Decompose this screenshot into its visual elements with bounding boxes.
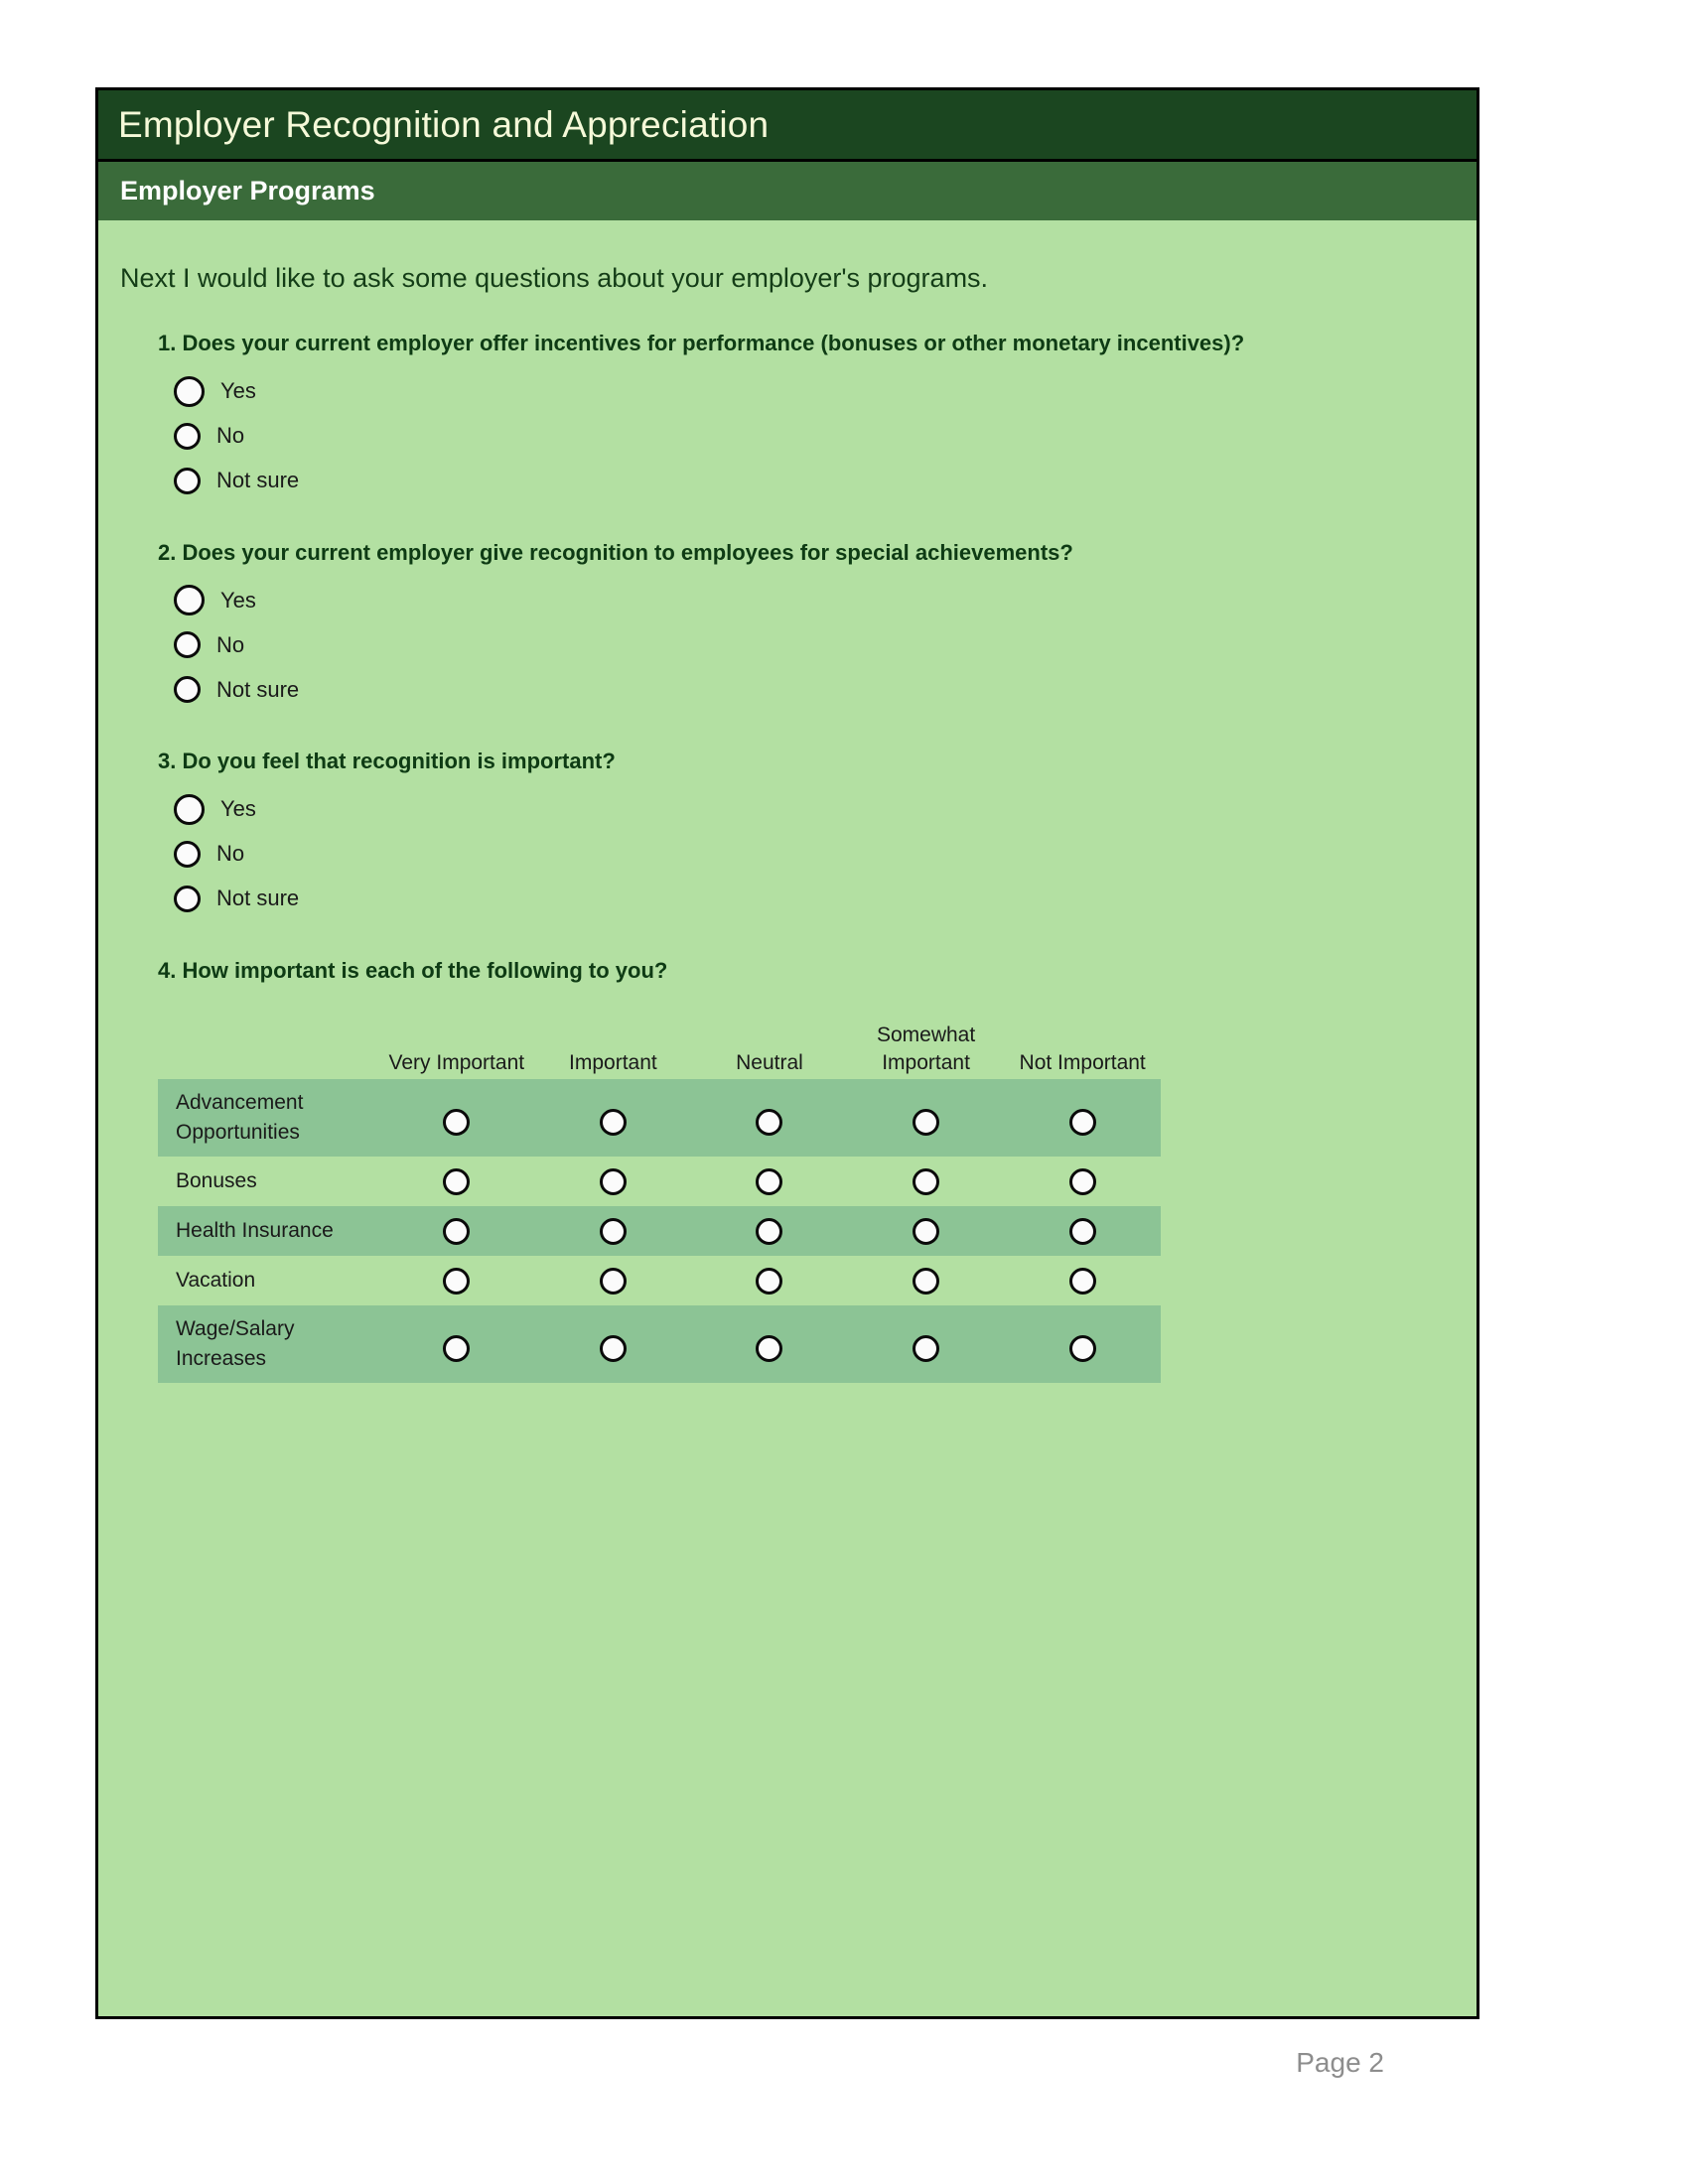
- matrix-cell[interactable]: [535, 1218, 692, 1245]
- matrix-cell[interactable]: [535, 1168, 692, 1195]
- radio-icon[interactable]: [174, 886, 201, 912]
- matrix-column-header: Neutral: [736, 1051, 803, 1075]
- matrix-cell[interactable]: [378, 1218, 535, 1245]
- radio-icon[interactable]: [756, 1335, 782, 1362]
- radio-icon[interactable]: [600, 1268, 627, 1295]
- matrix-cell[interactable]: [691, 1218, 848, 1245]
- importance-matrix: [158, 1010, 1161, 1383]
- radio-icon[interactable]: [756, 1168, 782, 1195]
- matrix-cell[interactable]: [848, 1101, 1005, 1136]
- survey-page: [95, 87, 1479, 2019]
- option-label: No: [216, 841, 245, 867]
- option-label: Yes: [220, 796, 256, 822]
- page-title: Employer Recognition and Appreciation: [118, 104, 770, 145]
- radio-icon[interactable]: [174, 631, 201, 658]
- matrix-cell[interactable]: [378, 1168, 535, 1195]
- question-3-options: [158, 775, 1477, 921]
- radio-icon[interactable]: [174, 423, 201, 450]
- question-block-1: [98, 294, 1477, 503]
- intro-text: Next I would like to ask some questions about your employer's programs.: [120, 263, 989, 293]
- matrix-row-label: Vacation: [176, 1269, 256, 1293]
- option-label: Not sure: [216, 886, 300, 911]
- radio-icon[interactable]: [443, 1168, 470, 1195]
- option-label: Not sure: [216, 468, 300, 493]
- radio-icon[interactable]: [600, 1109, 627, 1136]
- radio-icon[interactable]: [1069, 1268, 1096, 1295]
- radio-icon[interactable]: [756, 1109, 782, 1136]
- radio-icon[interactable]: [913, 1109, 939, 1136]
- matrix-cell[interactable]: [691, 1327, 848, 1362]
- table-row: [158, 1206, 1161, 1256]
- question-text-2: 2. Does your current employer give recognition to employees for special achievements?: [158, 539, 1073, 565]
- question-2-options: [158, 566, 1477, 712]
- matrix-cell[interactable]: [1004, 1327, 1161, 1362]
- option-row-2-no[interactable]: [158, 622, 1477, 667]
- matrix-cell[interactable]: [848, 1327, 1005, 1362]
- option-row-1-no[interactable]: [158, 414, 1477, 459]
- matrix-cell[interactable]: [848, 1218, 1005, 1245]
- matrix-row-label: Wage/Salary Increases: [176, 1316, 295, 1371]
- matrix-cell[interactable]: [1004, 1218, 1161, 1245]
- radio-icon[interactable]: [174, 676, 201, 703]
- radio-icon[interactable]: [174, 585, 205, 615]
- option-label: Not sure: [216, 676, 300, 702]
- question-1-options: [158, 357, 1477, 503]
- radio-icon[interactable]: [756, 1268, 782, 1295]
- page-number: Page 2: [1296, 2047, 1384, 2078]
- question-text-4: 4. How important is each of the following to you?: [158, 957, 668, 983]
- radio-icon[interactable]: [443, 1335, 470, 1362]
- option-row-1-notsure[interactable]: [158, 459, 1477, 503]
- matrix-row-label: Health Insurance: [176, 1219, 334, 1243]
- radio-icon[interactable]: [600, 1168, 627, 1195]
- matrix-cell[interactable]: [691, 1268, 848, 1295]
- radio-icon[interactable]: [443, 1218, 470, 1245]
- table-row: [158, 1305, 1161, 1383]
- table-row: [158, 1157, 1161, 1206]
- radio-icon[interactable]: [174, 376, 205, 407]
- option-row-3-yes[interactable]: [158, 787, 1477, 832]
- table-row: [158, 1256, 1161, 1305]
- matrix-row-label: Bonuses: [176, 1169, 257, 1193]
- matrix-column-header: Very Important: [388, 1051, 525, 1075]
- question-block-2: [98, 503, 1477, 713]
- page-footer: [95, 2047, 1479, 2079]
- matrix-column-header: Somewhat Important: [876, 1023, 976, 1075]
- matrix-cell[interactable]: [691, 1101, 848, 1136]
- option-label: No: [216, 423, 245, 449]
- radio-icon[interactable]: [443, 1109, 470, 1136]
- matrix-column-header: Not Important: [1019, 1051, 1146, 1075]
- option-row-2-notsure[interactable]: [158, 667, 1477, 712]
- matrix-cell[interactable]: [535, 1268, 692, 1295]
- option-label: Yes: [220, 378, 256, 404]
- radio-icon[interactable]: [174, 841, 201, 868]
- survey-body: [98, 220, 1477, 1383]
- question-block-4: [98, 921, 1477, 1384]
- radio-icon[interactable]: [443, 1268, 470, 1295]
- matrix-cell[interactable]: [1004, 1168, 1161, 1195]
- question-text-1: 1. Does your current employer offer incentives for performance (bonuses or other monetary incentives)?: [158, 331, 1245, 356]
- matrix-cell[interactable]: [378, 1101, 535, 1136]
- radio-icon[interactable]: [913, 1335, 939, 1362]
- option-row-3-notsure[interactable]: [158, 877, 1477, 921]
- radio-icon[interactable]: [1069, 1218, 1096, 1245]
- option-row-1-yes[interactable]: [158, 369, 1477, 414]
- matrix-column-headers: [158, 1010, 1161, 1079]
- matrix-cell[interactable]: [1004, 1101, 1161, 1136]
- matrix-cell[interactable]: [1004, 1268, 1161, 1295]
- question-block-3: [98, 712, 1477, 921]
- section-title: Employer Programs: [120, 176, 375, 205]
- matrix-cell[interactable]: [848, 1168, 1005, 1195]
- document-title-bar: [98, 90, 1477, 162]
- radio-icon[interactable]: [1069, 1109, 1096, 1136]
- option-label: Yes: [220, 587, 256, 613]
- matrix-cell[interactable]: [848, 1268, 1005, 1295]
- radio-icon[interactable]: [174, 794, 205, 825]
- radio-icon[interactable]: [913, 1268, 939, 1295]
- radio-icon[interactable]: [756, 1218, 782, 1245]
- radio-icon[interactable]: [1069, 1168, 1096, 1195]
- table-row: [158, 1079, 1161, 1157]
- matrix-cell[interactable]: [535, 1101, 692, 1136]
- option-label: No: [216, 631, 245, 657]
- radio-icon[interactable]: [600, 1218, 627, 1245]
- option-row-2-yes[interactable]: [158, 578, 1477, 622]
- radio-icon[interactable]: [913, 1168, 939, 1195]
- section-header-bar: [98, 162, 1477, 220]
- matrix-column-header: Important: [569, 1051, 657, 1075]
- matrix-cell[interactable]: [378, 1268, 535, 1295]
- matrix-cell[interactable]: [378, 1327, 535, 1362]
- radio-icon[interactable]: [1069, 1335, 1096, 1362]
- option-row-3-no[interactable]: [158, 832, 1477, 877]
- matrix-row-label: Advancement Opportunities: [176, 1090, 304, 1145]
- question-text-3: 3. Do you feel that recognition is important?: [158, 749, 616, 774]
- radio-icon[interactable]: [913, 1218, 939, 1245]
- radio-icon[interactable]: [600, 1335, 627, 1362]
- matrix-cell[interactable]: [691, 1168, 848, 1195]
- radio-icon[interactable]: [174, 468, 201, 494]
- matrix-cell[interactable]: [535, 1327, 692, 1362]
